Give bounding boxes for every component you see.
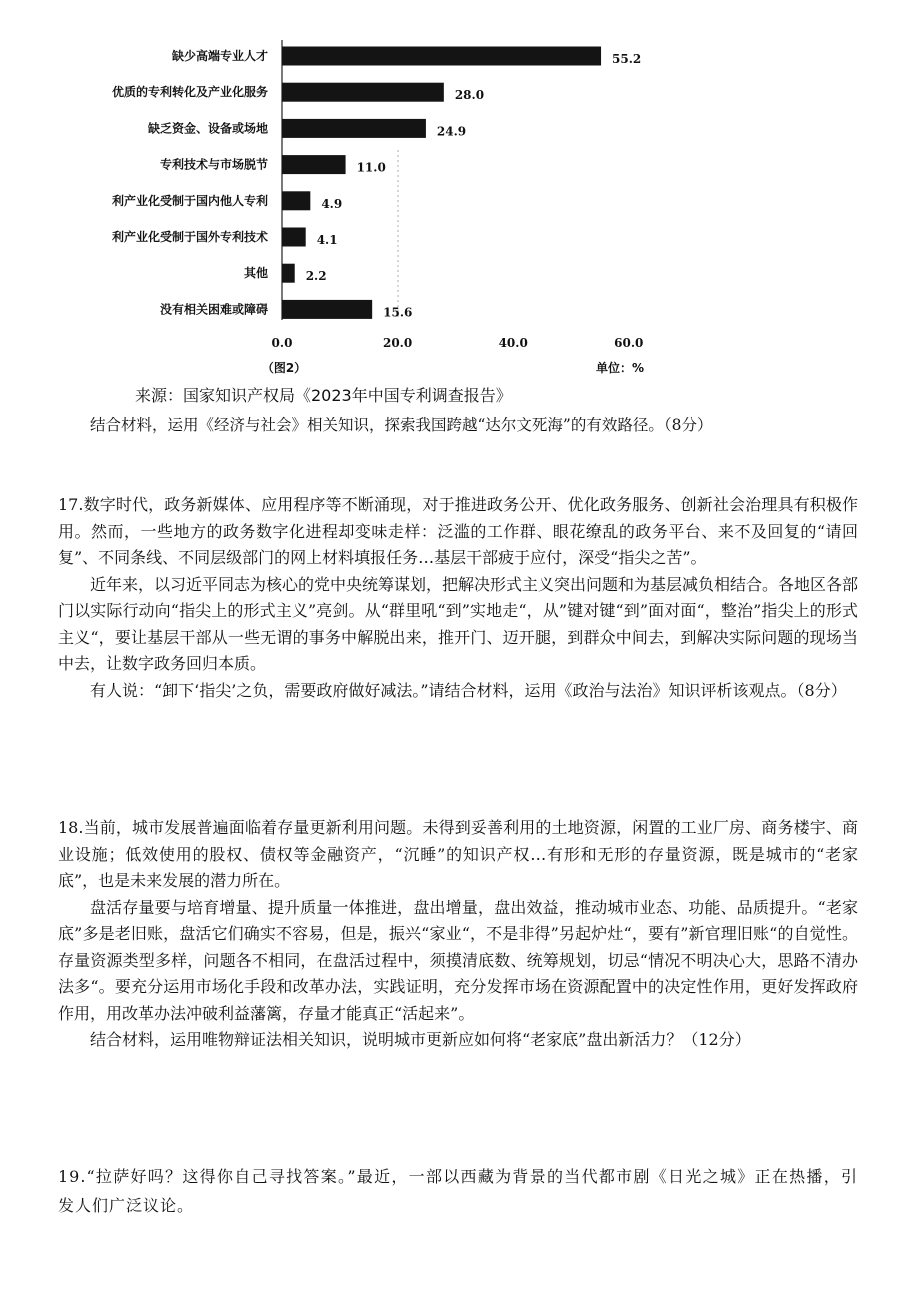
question-16-prompt: 结合材料，运用《经济与社会》相关知识，探索我国跨越“达尔文死海”的有效路径。（8分） xyxy=(90,416,713,434)
bar xyxy=(282,228,306,247)
bar xyxy=(282,83,444,102)
bar xyxy=(282,155,346,174)
question-18-paragraph-3: 结合材料，运用唯物辩证法相关知识，说明城市更新应如何将“老家底”盘出新活力？（12分） xyxy=(90,1030,751,1049)
bar xyxy=(282,47,601,66)
bar xyxy=(282,264,295,283)
chart-row xyxy=(160,155,386,175)
value-label: 24.9 xyxy=(436,124,467,139)
value-label: 4.9 xyxy=(321,196,343,211)
chart-row xyxy=(244,264,327,284)
chart-row xyxy=(160,300,412,320)
category-label: 缺少高端专业人才 xyxy=(171,49,268,63)
bar xyxy=(282,119,426,138)
x-tick-label: 40.0 xyxy=(498,336,528,350)
question-17-paragraph-2: 近年来，以习近平同志为核心的党中央统筹谋划，把解决形式主义突出问题和为基层减负相结合。各地区各部门以实际行动向“指尖上的形式主义”亮剑。从“群里吼“到”实地走“，从”键对键“到”面对面“，整治”指尖上的形式主义“，要让基层干部从一些无谓的事务中解脱出来，推开门、迈开腿，到群众中间去，到解决实际问题的现场当中去，让数字政务回归本质。 xyxy=(58,574,859,673)
category-label: 专利技术与市场脱节 xyxy=(159,157,268,172)
patent-bar-chart xyxy=(0,0,900,385)
category-label: 其他 xyxy=(243,266,268,281)
question-18-paragraph-1: 18.当前，城市发展普遍面临着存量更新利用问题。未得到妥善利用的土地资源，闲置的工业厂房、商务楼宇、商业设施；低效使用的股权、债权等金融资产，“沉睡”的知识产权…有形和无形的存量资源，既是城市的“老家底”，也是未来发展的潜力所在。 xyxy=(58,818,858,890)
chart-axis xyxy=(282,40,398,320)
question-18 xyxy=(58,815,858,1054)
value-label: 11.0 xyxy=(356,160,386,175)
chart-row xyxy=(112,83,484,103)
chart-row xyxy=(111,191,342,211)
x-tick-label: 0.0 xyxy=(271,336,293,350)
value-label: 2.2 xyxy=(305,269,327,284)
x-tick-label: 20.0 xyxy=(382,336,413,350)
chart-row xyxy=(172,47,641,67)
chart-row xyxy=(148,119,466,138)
category-label: 利产业化受制于国内他人专利 xyxy=(111,193,268,208)
chart-row xyxy=(111,228,338,248)
source-line: 来源：国家知识产权局《2023年中国专利调查报告》 xyxy=(135,386,512,405)
value-label: 4.1 xyxy=(316,233,338,247)
value-label: 55.2 xyxy=(612,52,642,66)
bar xyxy=(282,191,310,210)
x-tick-label: 60.0 xyxy=(614,336,644,350)
category-label: 缺乏资金、设备或场地 xyxy=(147,121,268,136)
question-19 xyxy=(58,1162,858,1220)
question-19-paragraph-1: 19.“拉萨好吗？这得你自己寻找答案。”最近，一部以西藏为背景的当代都市剧《日光之城》正在热播，引发人们广泛议论。 xyxy=(58,1167,858,1215)
category-label: 没有相关困难或障碍 xyxy=(159,302,268,317)
category-label: 优质的专利转化及产业化服务 xyxy=(111,85,268,100)
category-label: 利产业化受制于国外专利技术 xyxy=(111,230,268,244)
question-17-paragraph-1: 17.数字时代，政务新媒体、应用程序等不断涌现，对于推进政务公开、优化政务服务、创新社会治理具有积极作用。然而，一些地方的政务数字化进程却变味走样：泛滥的工作群、眼花缭乱的政务平台、来不及回复的“请回复”、不同条线、不同层级部门的网上材料填报任务…基层干部疲于应付，深受“指尖之苦”。 xyxy=(58,495,858,567)
bar xyxy=(282,300,372,319)
value-label: 15.6 xyxy=(383,305,413,320)
question-17-paragraph-3: 有人说：“卸下‘指尖’之负，需要政府做好减法。”请结合材料，运用《政治与法治》知识评析该观点。（8分） xyxy=(90,680,847,700)
question-17 xyxy=(58,492,858,704)
value-label: 28.0 xyxy=(454,88,485,103)
question-18-paragraph-2: 盘活存量要与培育增量、提升质量一体推进，盘出增量，盘出效益，推动城市业态、功能、品质提升。“老家底”多是老旧账，盘活它们确实不容易，但是，振兴“家业“，不是非得”另起炉灶“，要有”新官理旧账“的自觉性。存量资源类型多样，问题各不相同，在盘活过程中，须摸清底数、统筹规划，切忌“情况不明决心大，思路不清办法多“。要充分运用市场化手段和改革办法，实践证明，充分发挥市场在资源配置中的决定性作用，更好发挥政府作用，用改革办法冲破利益藩篱，存量才能真正“活起来”。 xyxy=(58,897,858,1023)
chart-caption: （图2） xyxy=(261,361,307,375)
chart-unit-label: 单位：% xyxy=(595,361,645,375)
